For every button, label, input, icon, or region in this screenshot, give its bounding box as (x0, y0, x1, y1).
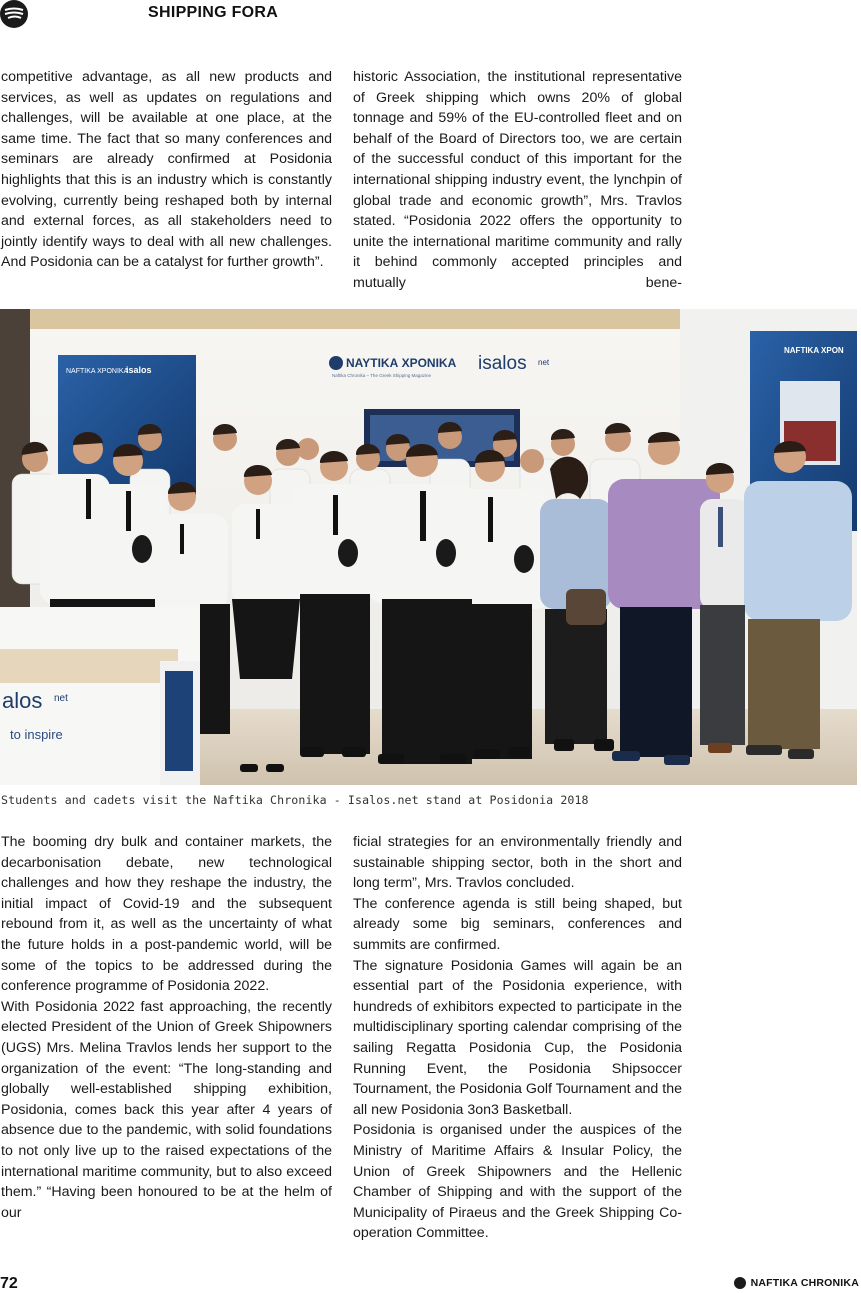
counter-slogan: to inspire (10, 727, 63, 742)
article-paragraph: Posidonia is organised under the auspices of the Ministry of Maritime Affairs & Insular Policy, the Union of Greek Shipowners and the Hellenic Chamber of Shipping and with the support of the Municipality of Piraeus and the Greek Shipping Co-operation Committee. (353, 1122, 682, 1242)
footer-brand (734, 1277, 859, 1289)
article-photo (0, 309, 857, 785)
banner-brand-naftika-sub: Naftika Chronika – The Greek Shipping Magazine (332, 373, 431, 378)
article-paragraph: historic Association, the institutional representative of Greek shipping which owns 20% of global tonnage and 59% of the EU-controlled fleet and on behalf of the Board of Directors too, we are certain of the successful conduct of this important for the international shipping industry event, the lynchpin of global trade and economic growth”, Mrs. Travlos stated. “Posidonia 2022 offers the opportunity to unite the international maritime community and rally it behind commonly accepted principles and mutually bene- (353, 69, 682, 291)
banner-brand-isalos: isalos (478, 353, 527, 374)
right-panel-brand: NAFTIKA XPON (784, 346, 844, 355)
article-paragraph: ficial strategies for an environmentally friendly and sustainable shipping sector, both in the short and long term”, Mrs. Travlos concluded. (353, 834, 682, 892)
naftika-logo-icon (734, 1277, 746, 1289)
photo-caption: Students and cadets visit the Naftika Chronika - Isalos.net stand at Posidonia 2018 (1, 793, 589, 807)
counter-brand-suffix: net (54, 693, 68, 704)
banner-brand-isalos-suffix: net (538, 358, 550, 367)
group-photo-illustration (0, 309, 857, 785)
article-paragraph: The booming dry bulk and container markets, the decarbonisation debate, new technological challenges and how they reshape the industry, the initial impact of Covid-19 and the subsequent rebound from it, as well as the uncertainty of what the future holds in a post-pandemic world, will be some of the topics to be addressed during the conference programme of Posidonia 2022. (1, 834, 332, 995)
article-paragraph: The conference agenda is still being shaped, but already some big seminars, conferences and summits are confirmed. (353, 895, 682, 953)
article-paragraph: With Posidonia 2022 fast approaching, the recently elected President of the Union of Greek Shipowners (UGS) Mrs. Melina Travlos lends her support to the organization of the event: “The long-standing and globally well-established shipping exhibition, Posidonia, comes back this year after 4 years of absence due to the pandemic, with solid foundations to not only live up to the raised expectations of the international maritime community, but to also exceed them.” “Having been honoured to be at the helm of our (1, 998, 332, 1221)
left-panel-brand: NAFTIKA XPONIKA (66, 368, 129, 375)
article-paragraph: competitive advantage, as all new products and services, as well as updates on regulations and challenges, will be available at one place, at the same time. The fact that so many conferences and seminars are already confirmed at Posidonia highlights that this is an industry which is constantly evolving, currently being reshaped both by internal and external forces, as all stakeholders need to jointly identify ways to deal with all new challenges. And Posidonia can be a catalyst for further growth”. (1, 69, 332, 271)
page-header (0, 0, 861, 30)
banner-brand-naftika: ΝΑΥΤΙΚΑ ΧΡΟΝΙΚΑ (346, 356, 457, 370)
bottom-left-column (1, 832, 332, 1223)
footer-brand-text: NAFTIKA CHRONIKA (750, 1277, 859, 1289)
bottom-right-column (353, 832, 682, 1244)
page-number: 72 (0, 1275, 18, 1292)
naftika-logo-icon (0, 0, 28, 28)
section-title: SHIPPING FORA (148, 4, 279, 21)
top-left-column (1, 67, 332, 273)
article-paragraph: The signature Posidonia Games will again be an essential part of the Posidonia experience, with hundreds of exhibitors expected to participate in the multidisciplinary sporting calendar comprising of the sailing Regatta Posidonia Cup, the Posidonia Running Event, the Posidonia Shipsoccer Tournament, the Posidonia Golf Tournament and the all new Posidonia 3on3 Basketball. (353, 957, 682, 1118)
counter-brand: alos (2, 688, 43, 713)
top-right-column (353, 67, 682, 294)
left-panel-brand-2: isalos (126, 365, 152, 375)
